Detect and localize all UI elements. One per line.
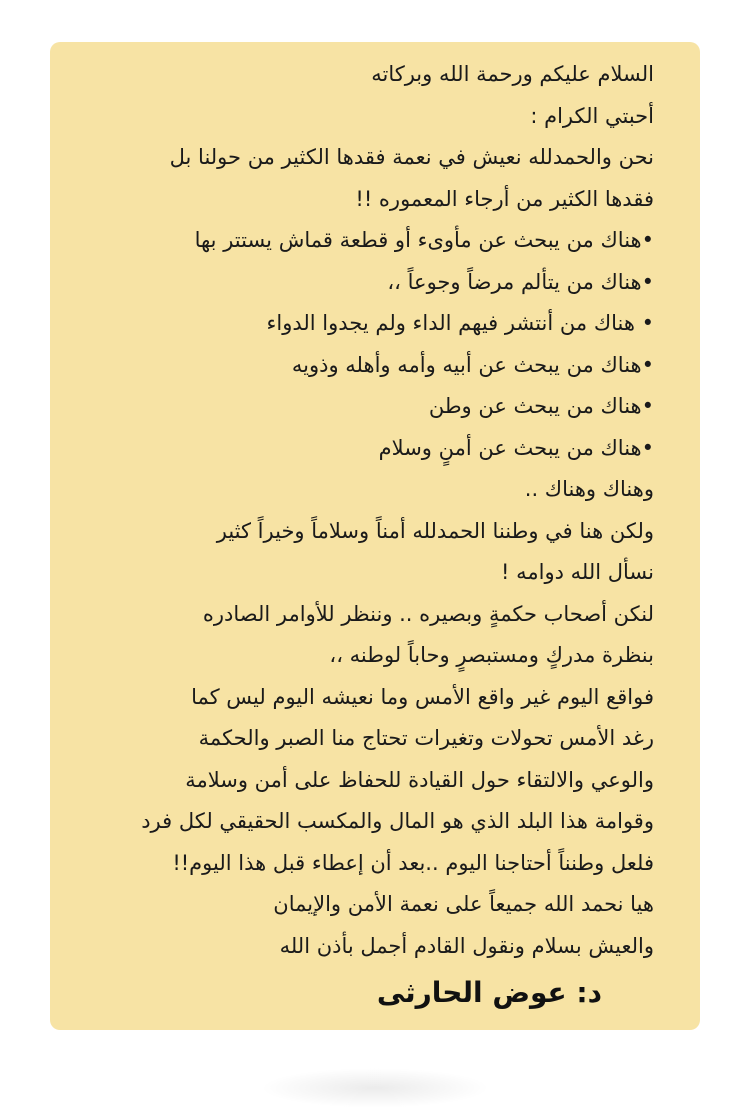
message-line: بنظرة مدركٍ ومستبصرٍ وحاباً لوطنه ،، <box>329 643 654 667</box>
message-line: لنكن أصحاب حكمةٍ وبصيره .. وننظر للأوامر الصادره <box>202 601 654 626</box>
message-line: رغد الأمس تحولات وتغيرات تحتاج منا الصبر والحكمة <box>198 726 654 750</box>
message-card <box>50 42 700 1030</box>
message-line: فواقع اليوم غير واقع الأمس وما نعيشه اليوم ليس كما <box>191 684 654 709</box>
page-shadow <box>260 1068 490 1108</box>
message-line: ولكن هنا في وطننا الحمدلله أمناً وسلاماً وخيراً كثير <box>216 518 654 543</box>
message-line: نحن والحمدلله نعيش في نعمة فقدها الكثير من حولنا بل <box>169 145 654 169</box>
bullet-line: •هناك من يبحث عن أبيه وأمه وأهله وذويه <box>291 352 654 377</box>
bullet-line: •هناك من يتألم مرضاً وجوعاً ،، <box>387 269 654 294</box>
message-line: أحبتي الكرام : <box>530 103 654 128</box>
message-line: نسأل الله دوامه ! <box>501 560 654 584</box>
message-line: فقدها الكثير من أرجاء المعموره !! <box>355 186 654 211</box>
bullet-line: •هناك من يبحث عن وطن <box>428 394 654 418</box>
message-line: وقوامة هذا البلد الذي هو المال والمكسب الحقيقي لكل فرد <box>141 809 654 833</box>
message-line: هيا نحمد الله جميعاً على نعمة الأمن والإيمان <box>273 892 654 916</box>
greeting-line: السلام عليكم ورحمة الله وبركاته <box>371 62 654 86</box>
message-line: والوعي والالتقاء حول القيادة للحفاظ على أمن وسلامة <box>185 767 654 792</box>
message-line: فلعل وطنناً أحتاجنا اليوم ..بعد أن إعطاء قبل هذا اليوم!! <box>172 850 654 875</box>
message-line: والعيش بسلام ونقول القادم أجمل بأذن الله <box>279 933 654 958</box>
message-line: وهناك وهناك .. <box>524 477 654 501</box>
bullet-line: •هناك من يبحث عن أمنٍ وسلام <box>378 435 654 460</box>
bullet-line: • هناك من أنتشر فيهم الداء ولم يجدوا الدواء <box>266 311 654 335</box>
bullet-line: •هناك من يبحث عن مأوىء أو قطعة قماش يستتر بها <box>194 228 654 252</box>
signature: د: عوض الحارثى <box>376 976 602 1009</box>
